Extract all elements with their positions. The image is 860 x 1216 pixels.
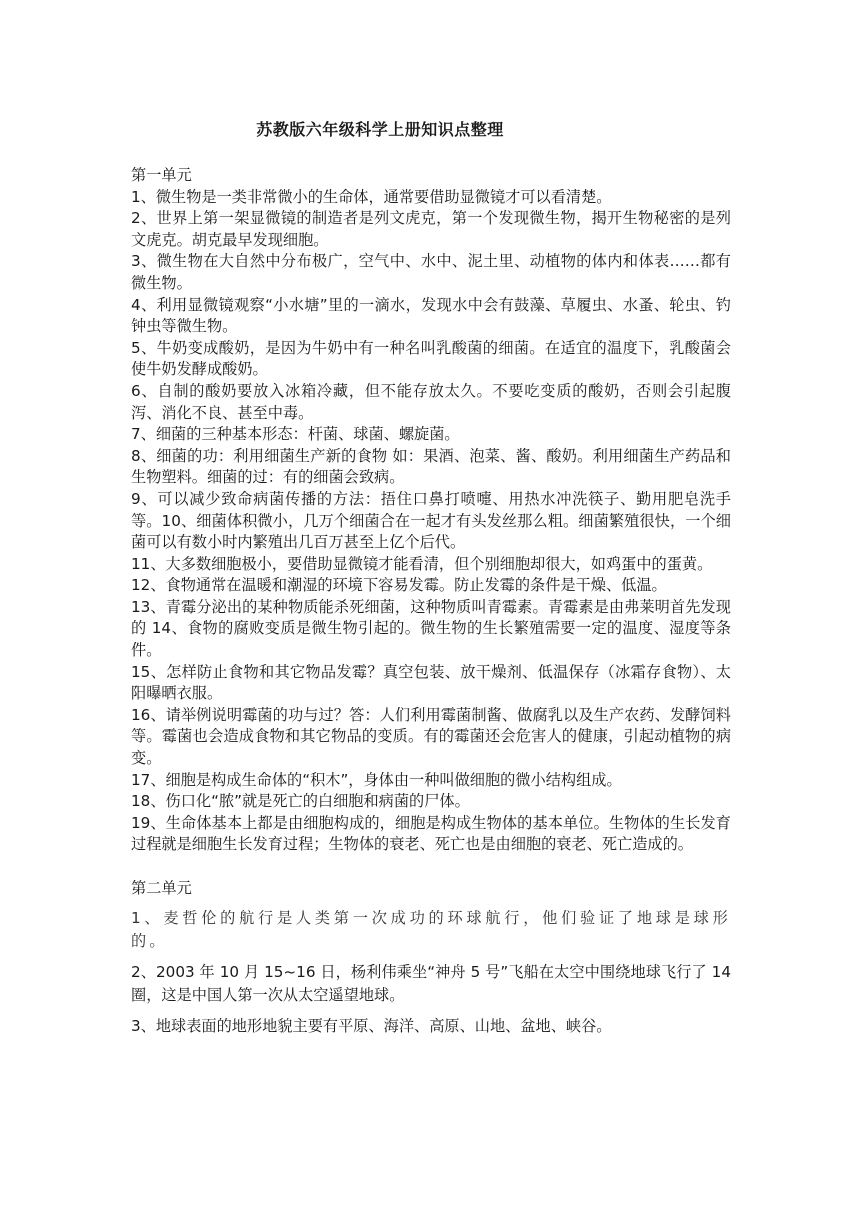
list-item: 2、世界上第一架显微镜的制造者是列文虎克，第一个发现微生物，揭开生物秘密的是列文虎克。胡克最早发现细胞。 bbox=[131, 209, 731, 249]
list-item: 1、微生物是一类非常微小的生命体，通常要借助显微镜才可以看清楚。 bbox=[131, 187, 612, 206]
list-item: 13、青霉分泌出的某种物质能杀死细菌，这种物质叫青霉素。青霉素是由弗莱明首先发现的 14、食物的腐败变质是微生物引起的。微生物的生长繁殖需要一定的温度、湿度等条件。 bbox=[131, 597, 731, 660]
section-spacer bbox=[131, 856, 731, 878]
list-item: 7、细菌的三种基本形态：杆菌、球菌、螺旋菌。 bbox=[131, 425, 460, 444]
list-item: 1、麦哲伦的航行是人类第一次成功的环球航行，他们验证了地球是球形的。 bbox=[131, 909, 731, 951]
list-item: 8、细菌的功：利用细菌生产新的食物 如：果酒、泡菜、酱、酸奶。利用细菌生产药品和生物塑料。细菌的过：有的细菌会致病。 bbox=[131, 446, 731, 487]
unit-one-section bbox=[131, 165, 731, 856]
list-item: 3、地球表面的地形地貌主要有平原、海洋、高原、山地、盆地、峡谷。 bbox=[131, 1017, 612, 1036]
list-item: 11、大多数细胞极小，要借助显微镜才能看清，但个别细胞却很大，如鸡蛋中的蛋黄。 bbox=[131, 554, 713, 573]
page-title: 苏教版六年级科学上册知识点整理 bbox=[256, 120, 504, 139]
list-item: 16、请举例说明霉菌的功与过？答：人们利用霉菌制酱、做腐乳以及生产农药、发酵饲料等。霉菌也会造成食物和其它物品的变质。有的霉菌还会危害人的健康，引起动植物的病变。 bbox=[131, 705, 731, 768]
list-item: 9、可以减少致命病菌传播的方法：捂住口鼻打喷嚏、用热水冲洗筷子、勤用肥皂洗手 等。10、细菌体积微小，几万个细菌合在一起才有头发丝那么粗。细菌繁殖很快，一个细菌可以有数小时内繁殖出几百万甚至上亿个后代。 bbox=[131, 489, 731, 552]
list-item: 6、自制的酸奶要放入冰箱冷藏，但不能存放太久。不要吃变质的酸奶，否则会引起腹泻、消化不良、甚至中毒。 bbox=[131, 381, 731, 422]
list-item: 5、牛奶变成酸奶，是因为牛奶中有一种名叫乳酸菌的细菌。在适宜的温度下，乳酸菌会使牛奶发酵成酸奶。 bbox=[131, 338, 731, 379]
list-item: 12、食物通常在温暖和潮湿的环境下容易发霉。防止发霉的条件是干燥、低温。 bbox=[131, 576, 667, 595]
list-item: 4、利用显微镜观察“小水塘”里的一滴水，发现水中会有鼓藻、草履虫、水蚤、轮虫、钓钟虫等微生物。 bbox=[131, 295, 731, 336]
list-item: 17、细胞是构成生命体的“积木”，身体由一种叫做细胞的微小结构组成。 bbox=[131, 770, 622, 789]
list-item: 18、伤口化“脓”就是死亡的白细胞和病菌的尸体。 bbox=[131, 792, 470, 811]
document-body bbox=[131, 165, 731, 1046]
unit-two-heading: 第二单元 bbox=[131, 878, 192, 897]
unit-two-section bbox=[131, 878, 731, 1039]
list-item: 2、2003 年 10 月 15~16 日，杨利伟乘坐“神舟 5 号”飞船在太空中围绕地球飞行了 14 圈，这是中国人第一次从太空遥望地球。 bbox=[131, 963, 731, 1005]
list-item: 19、生命体基本上都是由细胞构成的，细胞是构成生物体的基本单位。生物体的生长发育过程就是细胞生长发育过程；生物体的衰老、死亡也是由细胞的衰老、死亡造成的。 bbox=[131, 813, 731, 854]
list-item: 15、怎样防止食物和其它物品发霉？真空包装、放干燥剂、低温保存（冰霜存食物）、太阳曝晒衣服。 bbox=[131, 662, 731, 703]
unit-one-heading: 第一单元 bbox=[131, 166, 192, 184]
list-item: 3、微生物在大自然中分布极广，空气中、水中、泥土里、动植物的体内和体表……都有微生物。 bbox=[131, 252, 731, 292]
